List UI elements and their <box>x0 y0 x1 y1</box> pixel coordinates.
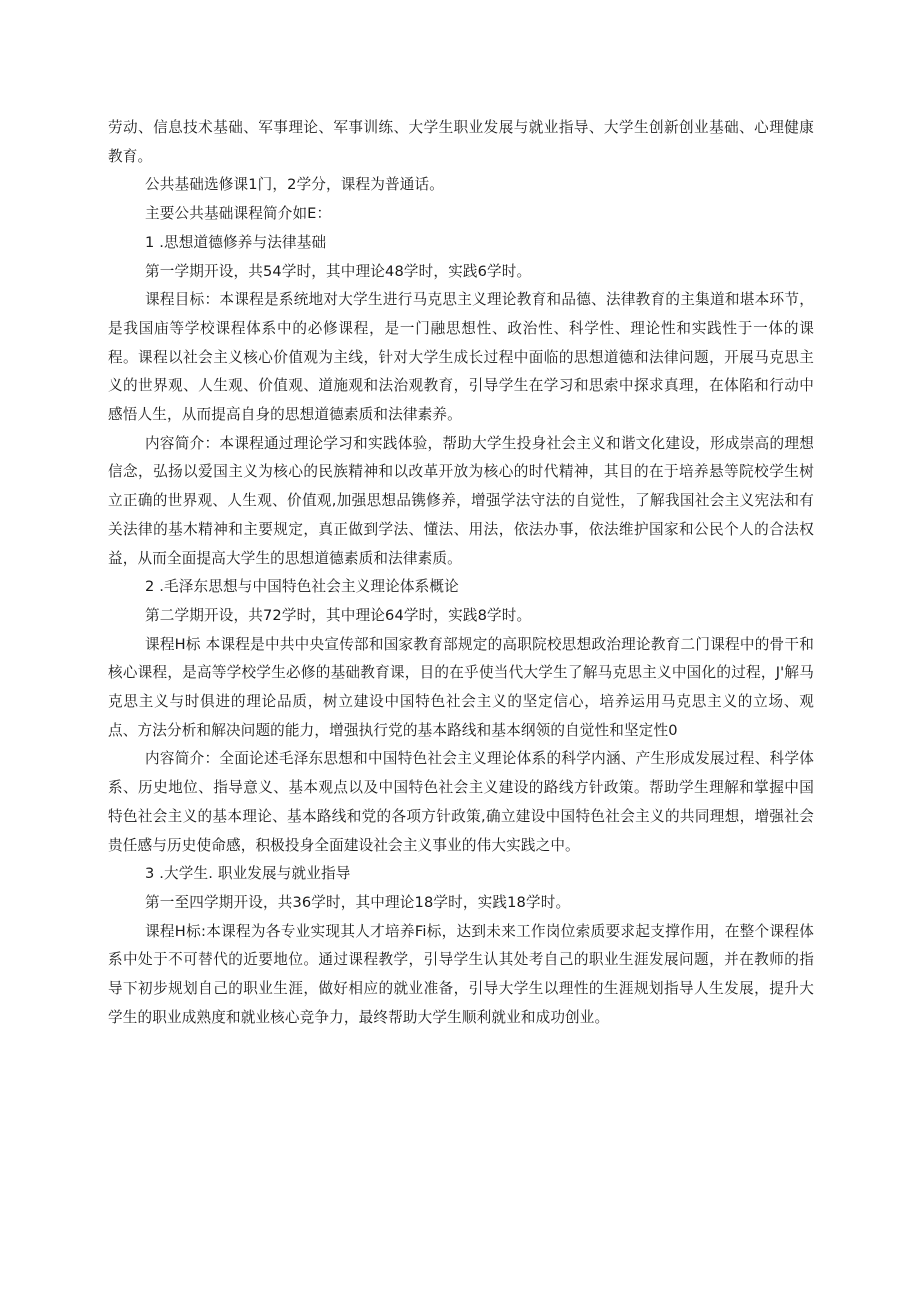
section-3-objective: 课程H标:本课程为各专业实现其人才培养Fi标，达到未来工作岗位索质要求起支撑作用，在整个课程体系中处于不可替代的近要地位。通过课程教学，引导学生认其处考自己的职业生涯发展问题，并在教师的指导下初步规划自己的职业生涯，做好相应的就业准备，引导大学生以理性的生涯规划指导人生发展，提升大学生的职业成熟度和就业核心竞争力，最终帮助大学生顺利就业和成功创业。 <box>108 922 814 1026</box>
section-heading-1: 1 .思想道德修养与法律基础 <box>145 233 327 251</box>
section-1-schedule: 第一学期开设，共54学时，其中理论48学时，实践6学时。 <box>145 262 532 280</box>
section-heading-2: 2 .毛泽东思想与中国特色社会主义理论体系概论 <box>145 578 459 596</box>
paragraph-course-intro-heading: 主要公共基础课程简介如E： <box>145 205 332 223</box>
section-heading-3: 3 .大学生. 职业发展与就业指导 <box>145 865 351 883</box>
section-2-schedule: 第二学期开设，共72学时，其中理论64学时，实践8学时。 <box>145 606 532 624</box>
section-2-content: 内容简介：全面论述毛泽东思想和中国特色社会主义理论体系的科学内涵、产生形成发展过程、科学体系、历史地位、指导意义、基本观点以及中国特色社会主义建设的路线方针政策。帮助学生理解和掌握中国特色社会主义的基本理论、基本路线和党的各项方针政策,确立建设中国特色社会主义的共同理想，增强社会贵任感与历史使命感，积极投身全面建设社会主义事业的伟大实践之中。 <box>108 750 814 854</box>
section-2-objective: 课程H标 本课程是中共中央宣传部和国家教育部规定的高职院校思想政治理论教育二门课程中的骨干和核心课程，是高等学校学生必修的基础教育课，目的在乎使当代大学生了解马克思主义中国化的过程，J'解马克思主义与时俱进的理论品质，树立建设中国特色社会主义的坚定信心，培养运用马克思主义的立场、观点、方法分析和解决问题的能力，增强执行党的基本路线和基本纲领的自觉性和坚定性0 <box>108 635 814 739</box>
paragraph-course-list-continued: 劳动、信息技术基础、军事理论、军事训练、大学生职业发展与就业指导、大学生创新创业基础、心理健康教育。 <box>108 119 814 165</box>
section-1-objective: 课程目标：本课程是系统地对大学生进行马克思主义理论教育和品德、法律教育的主集道和堪本环节，是我国庙等学校课程体系中的必修课程，是一门融思想性、政治性、科学性、理论性和实践性于一体的课程。课程以社会主义核心价值观为主线，针对大学生成长过程中面临的思想道德和法律问题，开展马克思主义的世界观、人生观、价值观、道施观和法治观教育，引导学生在学习和思索中探求真理，在体陷和行动中感悟人生，从而提高自身的思想道德素质和法律素养。 <box>108 291 814 424</box>
document-body <box>108 114 814 1033</box>
paragraph-elective-course: 公共基础选修课1门，2学分，课程为普通话。 <box>145 176 445 194</box>
section-3-schedule: 第一至四学期开设，共36学时，其中理论18学时，实践18学时。 <box>145 893 571 911</box>
section-1-content: 内容简介：本课程通过理论学习和实践体验，帮助大学生投身社会主义和谐文化建设，形成崇高的理想信念，弘扬以爱国主义为核心的民族精神和以改革开放为核心的时代精神，其目的在于培养悬等院校学生树立正确的世界观、人生观、价值观,加强思想品镌修养，增强学法守法的自觉性，了解我国社会主义宪法和有关法律的基木精神和主要规定，真正做到学法、懂法、用法，依法办事，依法维护国家和公民个人的合法权益，从而全面提高大学生的思想道德素质和法律素质。 <box>108 434 814 567</box>
